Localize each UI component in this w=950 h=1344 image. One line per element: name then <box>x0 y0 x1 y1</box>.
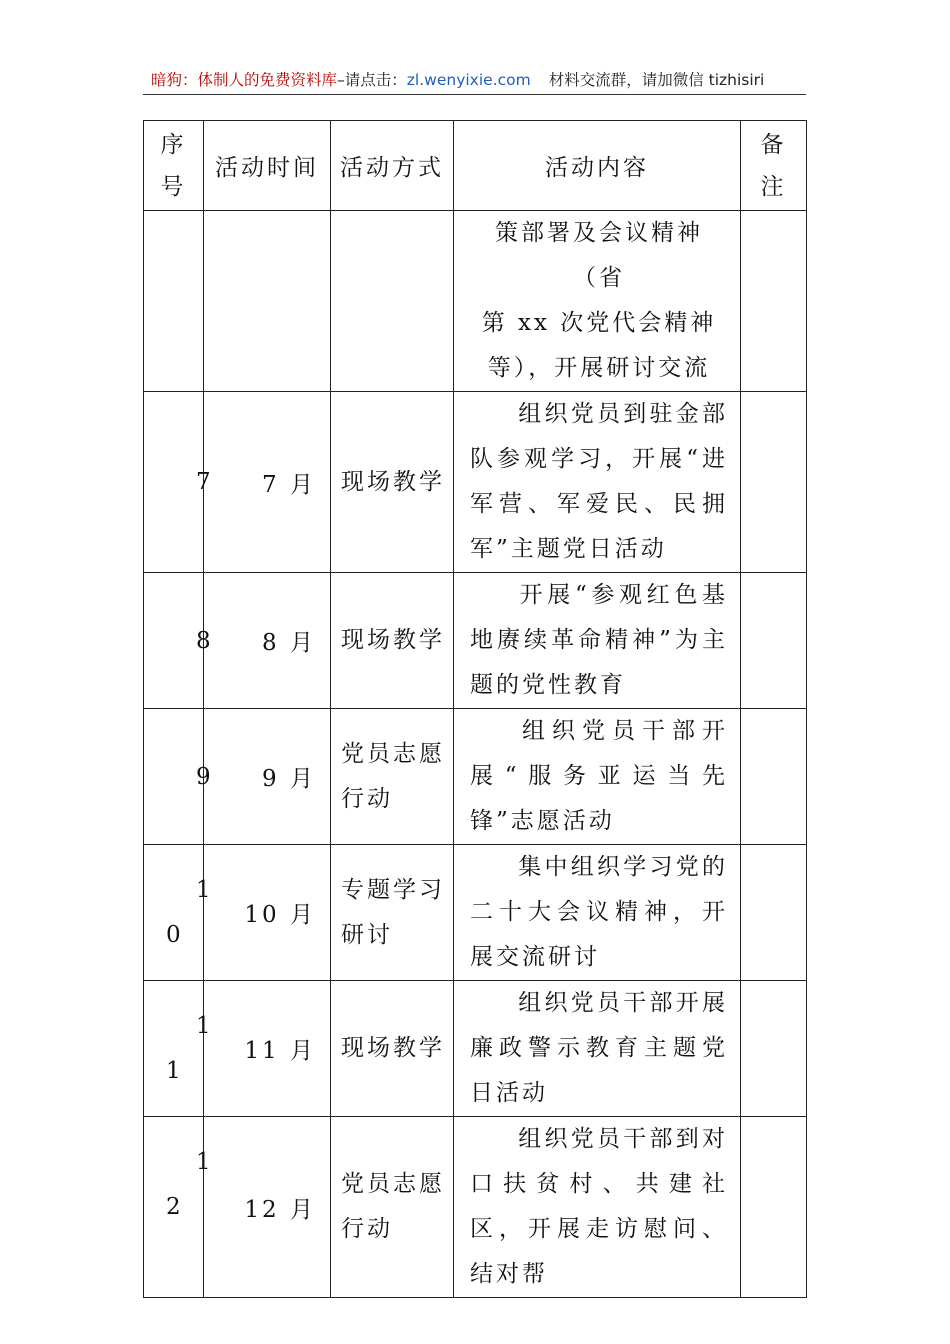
note-cell <box>741 573 807 709</box>
note-cell <box>741 981 807 1117</box>
mode-cell: 现场教学 <box>331 573 454 709</box>
table-row <box>144 981 807 1117</box>
time-cell: 12 月 <box>204 1117 331 1298</box>
header-content: 活动内容 <box>454 121 741 211</box>
page-header <box>143 66 806 95</box>
header-note: 备 注 <box>741 121 807 211</box>
note-cell <box>741 1117 807 1298</box>
mode-cell: 现场教学 <box>331 981 454 1117</box>
note-cell <box>741 845 807 981</box>
mode-cell: 现场教学 <box>331 392 454 573</box>
note-cell <box>741 392 807 573</box>
content-cell: 组织党员到驻金部队参观学习，开展“进军营、军爱民、民拥军”主题党日活动 <box>454 392 741 573</box>
site-link[interactable]: zl.wenyixie.com <box>406 71 531 89</box>
click-prompt: –请点击： <box>337 71 407 89</box>
table-header-row <box>144 121 807 211</box>
contact-text: 材料交流群，请加微信 tizhisiri <box>548 71 765 89</box>
content-cell: 开展“参观红色基地赓续革命精神”为主题的党性教育 <box>454 573 741 709</box>
table-row <box>144 845 807 981</box>
time-cell: 8 月 <box>204 573 331 709</box>
seq-cell: 9 <box>144 709 204 845</box>
note-cell <box>741 709 807 845</box>
table-row <box>144 392 807 573</box>
header-time: 活动时间 <box>204 121 331 211</box>
brand-text: 暗狗：体制人的免费资料库 <box>151 71 338 89</box>
time-cell: 9 月 <box>204 709 331 845</box>
header-mode: 活动方式 <box>331 121 454 211</box>
activity-table <box>143 120 807 1298</box>
table-row <box>144 573 807 709</box>
mode-cell: 专题学习研讨 <box>331 845 454 981</box>
seq-cell: 1 1 <box>144 981 204 1117</box>
content-cell: 组织党员干部开展廉政警示教育主题党日活动 <box>454 981 741 1117</box>
seq-cell: 1 0 <box>144 845 204 981</box>
time-cell: 10 月 <box>204 845 331 981</box>
seq-cell: 7 <box>144 392 204 573</box>
time-cell: 7 月 <box>204 392 331 573</box>
content-cell: 组织党员干部到对口扶贫村、共建社区，开展走访慰问、结对帮 <box>454 1117 741 1298</box>
seq-cell: 1 2 <box>144 1117 204 1298</box>
mode-cell: 党员志愿行动 <box>331 709 454 845</box>
seq-cell: 8 <box>144 573 204 709</box>
table-row <box>144 709 807 845</box>
mode-cell: 党员志愿行动 <box>331 1117 454 1298</box>
time-cell: 11 月 <box>204 981 331 1117</box>
header-seq: 序 号 <box>144 121 204 211</box>
table-row <box>144 211 807 392</box>
content-cell: 集中组织学习党的二十大会议精神，开展交流研讨 <box>454 845 741 981</box>
content-cell: 策部署及会议精神（省 第 xx 次党代会精神 等），开展研讨交流 <box>454 211 741 392</box>
content-cell: 组织党员干部开展“服务亚运当先锋”志愿活动 <box>454 709 741 845</box>
table-row <box>144 1117 807 1298</box>
